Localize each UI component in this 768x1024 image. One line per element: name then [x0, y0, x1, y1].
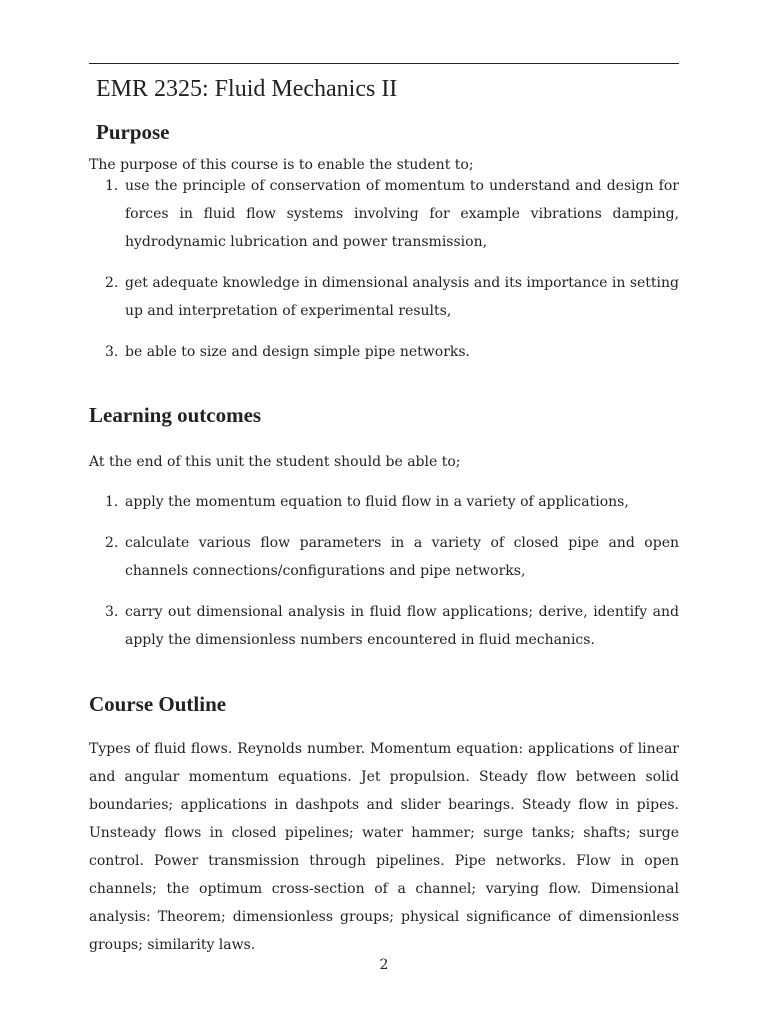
- page-number: 2: [379, 957, 389, 973]
- outcome-item-text: carry out dimensional analysis in fluid flow applications; derive, identify and apply the dimensionless numbers encountered in fluid mechanics.: [125, 604, 679, 648]
- outcome-item-number: 3.: [105, 604, 119, 620]
- purpose-item-number: 1.: [105, 178, 119, 194]
- learning-outcomes-heading: Learning outcomes: [89, 403, 262, 427]
- course-outline-text: Types of fluid flows. Reynolds number. Momentum equation: applications of linear and angular momentum equations. Jet propulsion. Steady flow between solid boundaries; applications in dashpots and slider bearings. Steady flow in pipes. Unsteady flows in closed pipelines; water hammer; surge tanks; shafts; surge control. Power transmission through pipelines. Pipe networks. Flow in open channels; the optimum cross-section of a channel; varying flow. Dimensional analysis: Theorem; dimensionless groups; physical significance of dimensionless groups; similarity laws.: [89, 741, 679, 953]
- purpose-intro: The purpose of this course is to enable the student to;: [89, 157, 474, 173]
- outcome-item: [89, 598, 679, 654]
- purpose-heading: Purpose: [96, 120, 170, 144]
- purpose-item-text: get adequate knowledge in dimensional analysis and its importance in setting up and interpretation of experimental results,: [125, 275, 679, 319]
- purpose-item: [89, 338, 679, 366]
- purpose-item: [89, 172, 679, 256]
- learning-outcomes-intro: At the end of this unit the student should be able to;: [89, 454, 461, 470]
- purpose-item-number: 3.: [105, 344, 119, 360]
- purpose-item-text: use the principle of conservation of momentum to understand and design for forces in fluid flow systems involving for example vibrations damping, hydrodynamic lubrication and power transmission,: [125, 178, 679, 250]
- course-title: EMR 2325: Fluid Mechanics II: [96, 76, 398, 102]
- purpose-item-number: 2.: [105, 275, 119, 291]
- header-rule: [89, 63, 679, 64]
- outcome-item-number: 1.: [105, 494, 119, 510]
- outcome-item-number: 2.: [105, 535, 119, 551]
- purpose-item: [89, 269, 679, 325]
- outcome-item: [89, 529, 679, 585]
- outcome-item-text: calculate various flow parameters in a variety of closed pipe and open channels connections/configurations and pipe networks,: [125, 535, 679, 579]
- course-outline-heading: Course Outline: [89, 692, 227, 716]
- outcome-item: [89, 488, 679, 516]
- purpose-item-text: be able to size and design simple pipe networks.: [125, 344, 471, 360]
- outcome-item-text: apply the momentum equation to fluid flow in a variety of applications,: [125, 494, 629, 510]
